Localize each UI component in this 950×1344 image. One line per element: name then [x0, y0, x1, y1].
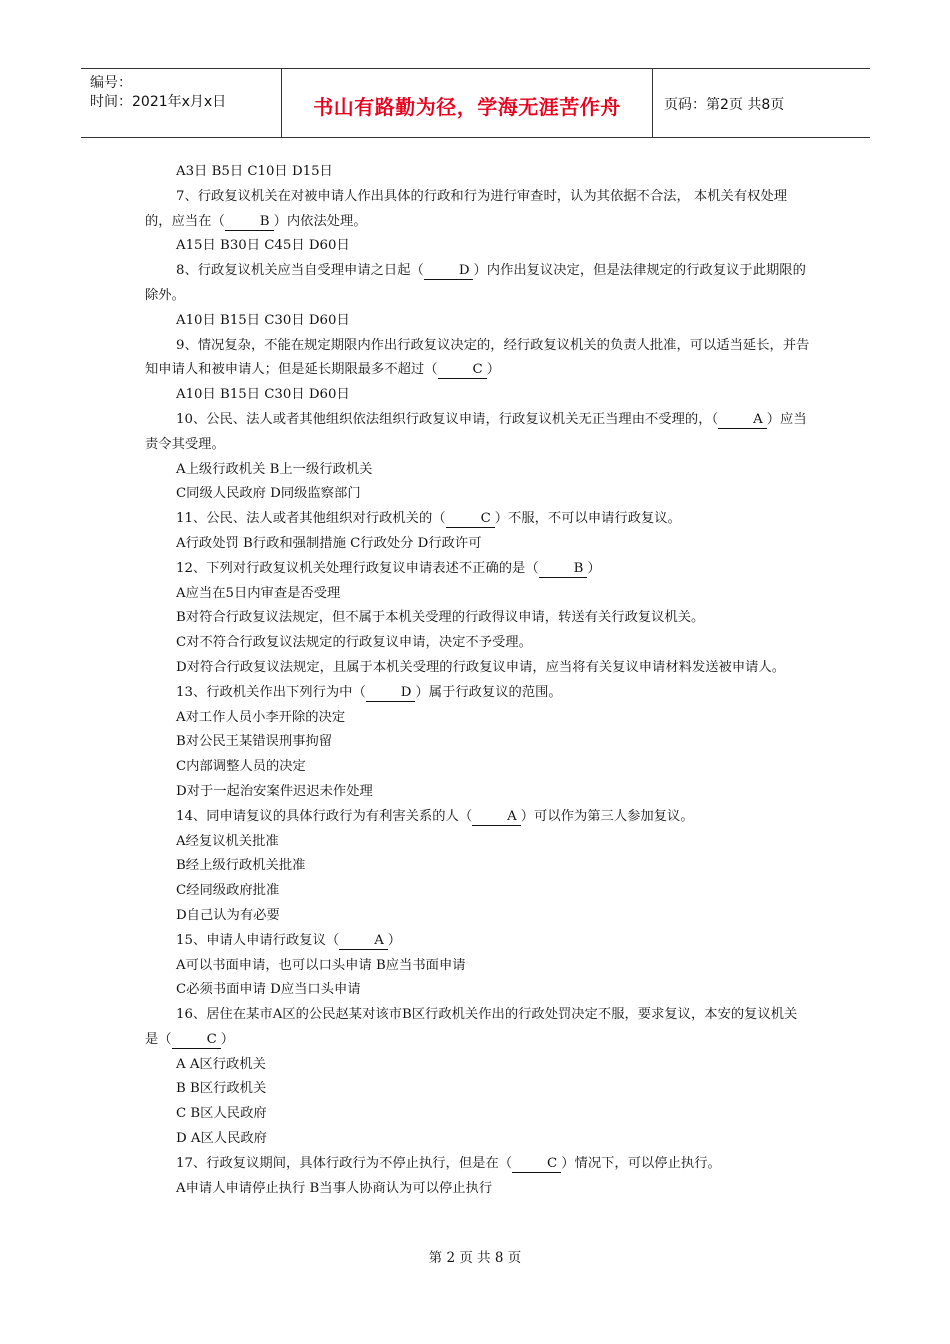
question-stem: 11、公民、法人或者其他组织对行政机关的（ — [176, 511, 446, 527]
answer-options: A上级行政机关 B上一级行政机关 — [176, 461, 373, 477]
question-stem: 7、行政复议机关在对被申请人作出具体的行政和行为进行审查时，认为其依据不合法， 本机关有权处理的，应当在（ — [145, 188, 788, 229]
question-tail: ） — [387, 932, 402, 948]
answer-options: D对于一起治安案件迟迟未作处理 — [176, 783, 373, 799]
question-tail: ） — [220, 1031, 235, 1047]
answer-options: C对不符合行政复议法规定的行政复议申请，决定不予受理。 — [176, 635, 532, 651]
answer-options: A可以书面申请，也可以口头申请 B应当书面申请 — [176, 957, 466, 973]
question-tail: ）不服，不可以申请行政复议。 — [494, 511, 681, 527]
answer-blank: B — [539, 561, 588, 578]
question-stem: 9、情况复杂，不能在规定期限内作出行政复议决定的，经行政复议机关的负责人批准，可以适当延长，并告知申请人和被申请人；但是延长期限最多不超过（ — [145, 337, 810, 378]
answer-blank: D — [366, 685, 416, 702]
answer-blank: D — [424, 263, 474, 280]
document-body — [145, 160, 810, 1201]
answer-options: A10日 B15日 C30日 D60日 — [176, 312, 350, 328]
answer-options: A15日 B30日 C45日 D60日 — [176, 238, 350, 254]
question-text — [145, 1003, 810, 1053]
question-tail: ） — [587, 560, 601, 576]
question-stem: 16、居住在某市A区的公民赵某对该市B区行政机关作出的行政处罚决定不服，要求复议，本安的复议机关是（ — [145, 1007, 798, 1047]
answer-blank: C — [438, 362, 487, 379]
question-tail: ）内依法处理。 — [273, 213, 367, 229]
question-text — [145, 1152, 810, 1177]
answer-blank: C — [172, 1032, 221, 1049]
page-footer: 第 2 页 共 8 页 — [428, 1250, 522, 1266]
question-stem: 15、申请人申请行政复议（ — [176, 932, 340, 948]
document-time-label: 时间：2021年x月x日 — [90, 94, 227, 110]
answer-blank: A — [718, 412, 767, 429]
answer-options: B对公民王某错误刑事拘留 — [176, 734, 333, 750]
question-tail: ）属于行政复议的范围。 — [415, 684, 562, 700]
question-stem: 17、行政复议期间，具体行政行为不停止执行，但是在（ — [176, 1155, 513, 1171]
answer-blank: C — [512, 1156, 561, 1173]
header-motto-cell — [282, 69, 653, 137]
answer-options: C内部调整人员的决定 — [176, 759, 306, 775]
question-tail: ） — [486, 362, 501, 378]
question-text — [145, 929, 810, 954]
answer-options: B B区行政机关 — [176, 1081, 267, 1097]
question-stem: 8、行政复议机关应当自受理申请之日起（ — [176, 263, 424, 279]
answer-options: A行政处罚 B行政和强制措施 C行政处分 D行政许可 — [176, 535, 482, 551]
header-page-cell — [653, 69, 870, 137]
answer-options: A对工作人员小李开除的决定 — [176, 709, 346, 725]
question-text — [145, 259, 810, 309]
answer-options: C同级人民政府 D同级监察部门 — [176, 486, 361, 502]
question-tail: ）可以作为第三人参加复议。 — [520, 808, 694, 824]
answer-options: B对符合行政复议法规定，但不属于本机关受理的行政得议申请，转送有关行政复议机关。 — [176, 610, 705, 626]
question-stem: D对符合行政复议法规定，且属于本机关受理的行政复议申请，应当将有关复议申请材料发送被申请人。 — [176, 659, 786, 675]
question-text — [145, 408, 810, 458]
question-stem: 10、公民、法人或者其他组织依法组织行政复议申请，行政复议机关无正当理由不受理的，（ — [176, 411, 719, 427]
answer-options: A应当在5日内审查是否受理 — [176, 585, 341, 601]
answer-options: C必须书面申请 D应当口头申请 — [176, 982, 361, 998]
answer-blank: C — [446, 511, 495, 528]
question-text — [145, 656, 810, 681]
question-text — [145, 805, 810, 830]
header-motto: 书山有路勤为径，学海无涯苦作舟 — [313, 95, 621, 119]
answer-options: A经复议机关批准 — [176, 833, 279, 849]
answer-blank: A — [472, 809, 521, 826]
answer-options: A10日 B15日 C30日 D60日 — [176, 387, 350, 403]
answer-options: D自己认为有必要 — [176, 907, 280, 923]
document-number-label: 编号： — [90, 75, 132, 91]
question-tail: ）应当责令其受理。 — [145, 411, 807, 452]
question-tail: ）情况下，可以停止执行。 — [561, 1155, 721, 1171]
question-text — [145, 681, 810, 706]
answer-options: B经上级行政机关批准 — [176, 858, 306, 874]
question-text — [145, 334, 810, 384]
answer-blank: A — [339, 933, 388, 950]
question-text — [145, 557, 810, 582]
answer-options: D A区人民政府 — [176, 1131, 267, 1147]
header-meta-cell — [81, 69, 282, 137]
answer-options: C经同级政府批准 — [176, 883, 280, 899]
answer-blank: B — [225, 214, 274, 231]
question-text — [145, 507, 810, 532]
question-stem: 14、同申请复议的具体行政行为有利害关系的人（ — [176, 808, 473, 824]
question-text — [145, 185, 810, 235]
answer-options: A申请人申请停止执行 B当事人协商认为可以停止执行 — [176, 1180, 493, 1196]
answer-options: A A区行政机关 — [176, 1056, 266, 1072]
question-stem: 13、行政机关作出下列行为中（ — [176, 684, 366, 700]
question-tail: ）内作出复议决定，但是法律规定的行政复议于此期限的除外。 — [145, 263, 806, 303]
header-page-number: 页码：第2页 共8页 — [664, 97, 785, 113]
answer-options: A3日 B5日 C10日 D15日 — [176, 164, 333, 179]
question-stem: 12、下列对行政复议机关处理行政复议申请表述不正确的是（ — [176, 560, 539, 576]
answer-options: C B区人民政府 — [176, 1106, 267, 1122]
page-header — [81, 68, 870, 138]
